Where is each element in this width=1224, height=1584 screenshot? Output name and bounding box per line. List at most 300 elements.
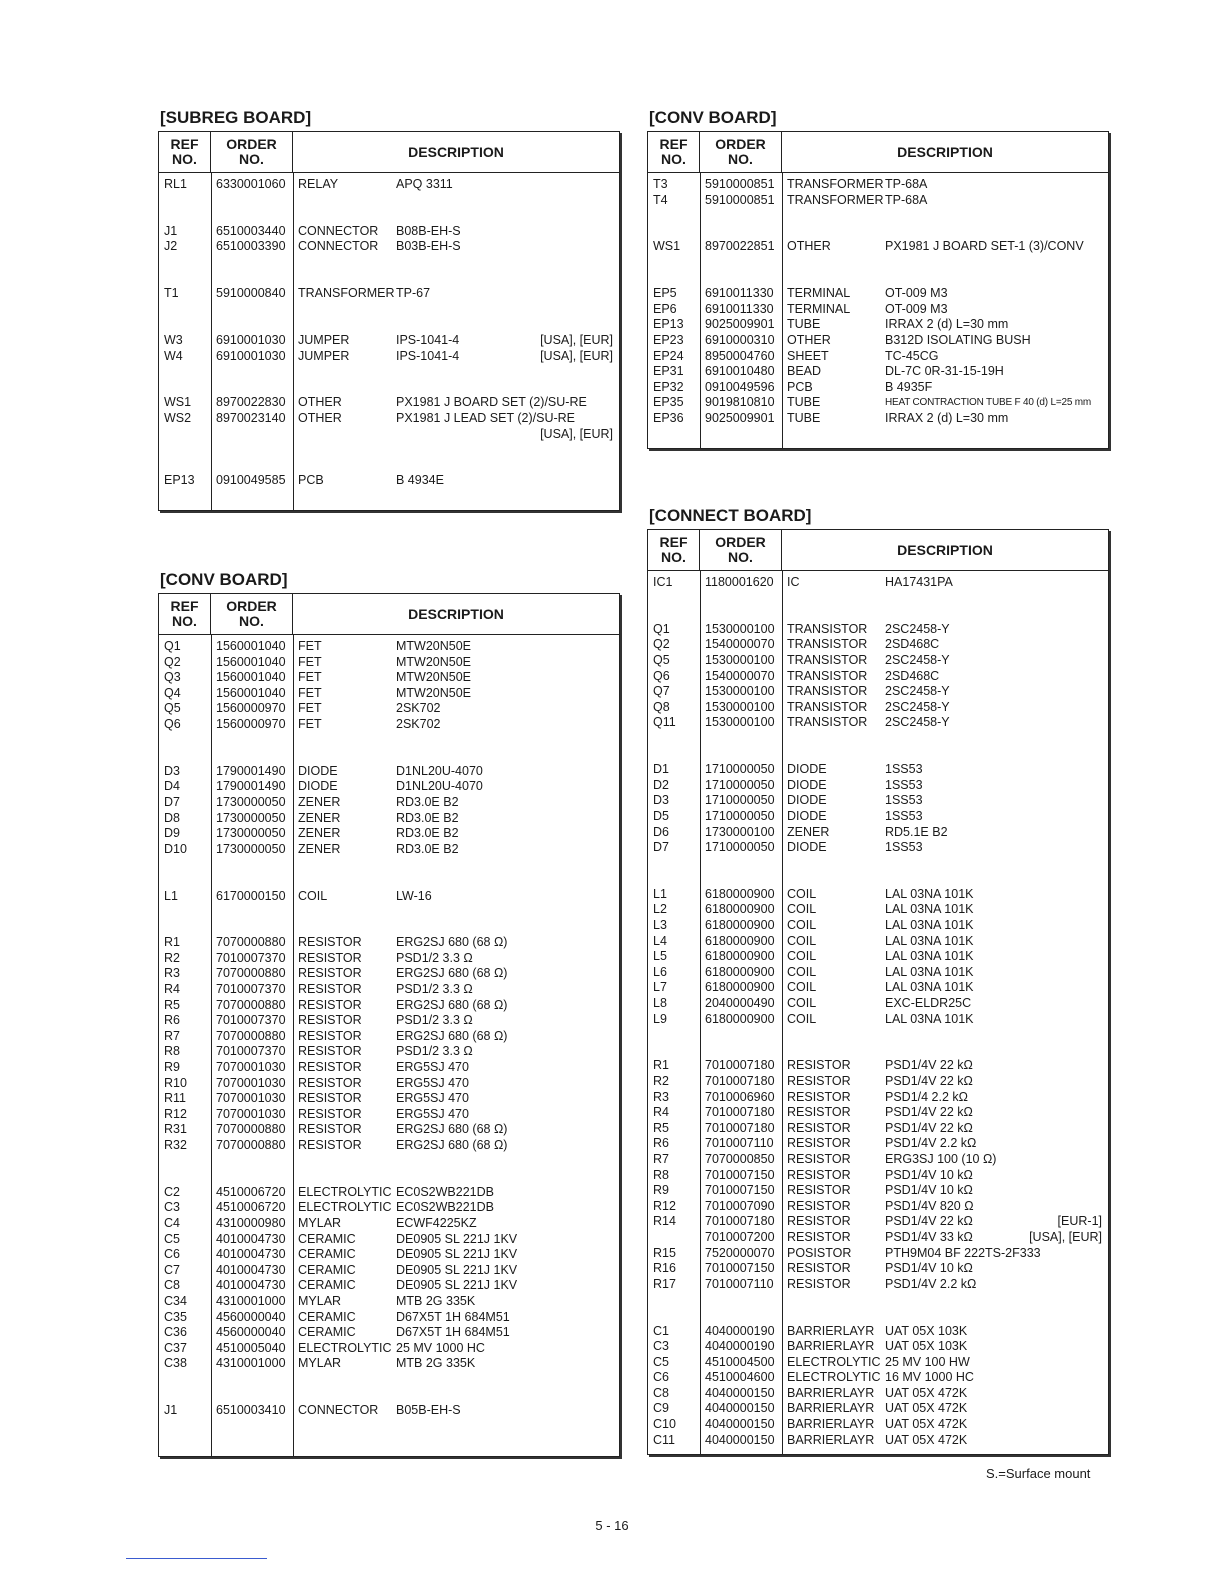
ref-no-cell: J1 bbox=[164, 223, 178, 238]
region-cell bbox=[1102, 996, 1108, 1012]
ref-no-cell: R17 bbox=[653, 1276, 676, 1291]
part-spec-cell: ERG5SJ 470 bbox=[396, 1075, 469, 1090]
part-spec-cell: LW-16 bbox=[396, 888, 432, 903]
table-spacer-row bbox=[648, 224, 1108, 240]
order-no-cell: 7070001030 bbox=[216, 1106, 286, 1121]
ref-no-cell: R4 bbox=[164, 982, 180, 997]
part-spec-cell: 16 MV 1000 HC bbox=[885, 1370, 974, 1385]
part-spec-cell: B 4934E bbox=[396, 473, 444, 488]
part-spec-cell: TP-68A bbox=[885, 192, 928, 207]
part-spec-cell: LAL 03NA 101K bbox=[885, 918, 974, 933]
part-spec-cell: EC0S2WB221DB bbox=[396, 1200, 494, 1215]
part-spec-cell: PSD1/2 3.3 Ω bbox=[396, 1013, 473, 1028]
order-no-cell: 4040000150 bbox=[705, 1385, 775, 1400]
ref-no-cell: R3 bbox=[653, 1089, 669, 1104]
table-row bbox=[159, 1185, 619, 1201]
order-no-cell: 1730000100 bbox=[705, 824, 775, 839]
part-type-cell: DIODE bbox=[787, 777, 827, 792]
part-type-cell: TRANSFORMER bbox=[298, 286, 395, 301]
order-no-cell: 7520000070 bbox=[705, 1245, 775, 1260]
region-cell bbox=[1102, 762, 1108, 778]
table-spacer-row bbox=[159, 1372, 619, 1388]
part-spec-cell: MTB 2G 335K bbox=[396, 1293, 476, 1308]
region-cell bbox=[613, 411, 619, 427]
order-no-cell: 4040000190 bbox=[705, 1323, 775, 1338]
ref-no-cell: L8 bbox=[653, 996, 667, 1011]
ref-no-cell: T3 bbox=[653, 177, 668, 191]
region-cell bbox=[613, 1341, 619, 1357]
order-no-cell: 1730000050 bbox=[216, 826, 286, 841]
part-type-cell: DIODE bbox=[787, 840, 827, 855]
region-cell bbox=[1102, 1058, 1108, 1074]
region-cell bbox=[1102, 286, 1108, 302]
part-spec-cell: PSD1/4V 33 kΩ bbox=[885, 1229, 973, 1244]
table-row bbox=[648, 1105, 1108, 1121]
part-spec-cell bbox=[396, 427, 540, 443]
table-row bbox=[648, 177, 1108, 193]
ref-no-cell: C7 bbox=[164, 1262, 180, 1277]
table-row bbox=[648, 395, 1108, 411]
ref-no-header: REF NO. bbox=[159, 132, 211, 172]
part-type-cell: PCB bbox=[787, 379, 813, 394]
order-no-header: ORDER NO. bbox=[211, 594, 293, 634]
order-no-cell: 7070000880 bbox=[216, 1138, 286, 1152]
table-row bbox=[159, 1138, 619, 1154]
table-row bbox=[159, 395, 619, 411]
table-row bbox=[648, 1277, 1108, 1293]
part-spec-cell: UAT 05X 472K bbox=[885, 1432, 968, 1447]
table-row bbox=[159, 286, 619, 302]
ref-no-cell: T4 bbox=[653, 192, 668, 207]
region-cell bbox=[1102, 1012, 1108, 1028]
ref-no-cell: Q6 bbox=[164, 716, 181, 731]
part-type-cell: RESISTOR bbox=[787, 1276, 851, 1291]
table-row bbox=[159, 966, 619, 982]
part-spec-cell: ERG2SJ 680 (68 Ω) bbox=[396, 935, 508, 950]
order-no-cell: 8970022830 bbox=[216, 395, 286, 410]
part-spec-cell: APQ 3311 bbox=[396, 177, 453, 191]
region-cell: [USA], [EUR] bbox=[540, 332, 613, 347]
order-no-cell: 4040000150 bbox=[705, 1417, 775, 1432]
table-row bbox=[159, 670, 619, 686]
part-type-cell: BARRIERLAYR bbox=[787, 1339, 875, 1354]
part-spec-cell: PSD1/4V 10 kΩ bbox=[885, 1183, 973, 1198]
part-type-cell: ZENER bbox=[298, 810, 341, 825]
part-spec-cell: PSD1/4V 820 Ω bbox=[885, 1198, 974, 1213]
region-cell bbox=[1102, 1183, 1108, 1199]
ref-no-cell: L1 bbox=[653, 886, 667, 901]
table-row bbox=[648, 1012, 1108, 1028]
region-cell: [USA], [EUR] bbox=[1029, 1229, 1102, 1244]
order-no-cell: 7070001030 bbox=[216, 1060, 286, 1075]
part-type-cell: CERAMIC bbox=[298, 1309, 356, 1324]
order-no-cell: 7010007150 bbox=[705, 1261, 775, 1276]
table-row bbox=[159, 1013, 619, 1029]
table-row bbox=[648, 637, 1108, 653]
part-type-cell: COIL bbox=[787, 918, 817, 933]
part-type-cell: SHEET bbox=[787, 348, 829, 363]
ref-no-cell: C10 bbox=[653, 1417, 676, 1432]
order-no-cell: 4010004730 bbox=[216, 1278, 286, 1293]
order-no-cell: 9025009901 bbox=[705, 317, 775, 332]
table-row bbox=[648, 1246, 1108, 1262]
ref-no-cell: R16 bbox=[653, 1261, 676, 1276]
order-no-cell: 7010007090 bbox=[705, 1198, 775, 1213]
ref-no-cell: R3 bbox=[164, 966, 180, 981]
table-body bbox=[159, 173, 619, 510]
part-type-cell: PCB bbox=[298, 473, 324, 488]
order-no-cell: 5910000840 bbox=[216, 286, 286, 301]
ref-no-cell: R12 bbox=[164, 1106, 187, 1121]
table-spacer-row bbox=[159, 748, 619, 764]
table-spacer-row bbox=[648, 747, 1108, 763]
part-spec-cell: ERG5SJ 470 bbox=[396, 1060, 469, 1075]
table-row bbox=[648, 949, 1108, 965]
part-spec-cell: TC-45CG bbox=[885, 348, 939, 363]
part-type-cell: CERAMIC bbox=[298, 1325, 356, 1340]
table-row bbox=[159, 1216, 619, 1232]
table-spacer-row bbox=[648, 1043, 1108, 1059]
part-spec-cell: 1SS53 bbox=[885, 777, 923, 792]
part-spec-cell: DE0905 SL 221J 1KV bbox=[396, 1278, 518, 1293]
region-cell bbox=[1102, 1168, 1108, 1184]
part-spec-cell: 1SS53 bbox=[885, 793, 923, 808]
part-spec-cell: 1SS53 bbox=[885, 840, 923, 855]
region-cell bbox=[613, 1263, 619, 1279]
part-type-cell: BARRIERLAYR bbox=[787, 1385, 875, 1400]
region-cell bbox=[1102, 1261, 1108, 1277]
order-no-cell: 1710000050 bbox=[705, 762, 775, 777]
table-row bbox=[159, 1091, 619, 1107]
region-cell bbox=[613, 1356, 619, 1372]
region-cell bbox=[613, 1044, 619, 1060]
table-row bbox=[648, 809, 1108, 825]
region-cell: [EUR-1] bbox=[1057, 1214, 1102, 1229]
part-spec-cell: ERG5SJ 470 bbox=[396, 1106, 469, 1121]
table-row bbox=[648, 653, 1108, 669]
part-spec-cell: B05B-EH-S bbox=[396, 1403, 461, 1418]
part-type-cell: RESISTOR bbox=[298, 1106, 362, 1121]
table-spacer-row bbox=[159, 317, 619, 333]
region-cell bbox=[613, 1029, 619, 1045]
table-spacer-row bbox=[159, 1434, 619, 1450]
order-no-cell: 6910001030 bbox=[216, 348, 286, 363]
part-type-cell: RESISTOR bbox=[787, 1198, 851, 1213]
part-type-cell: COIL bbox=[787, 980, 817, 995]
part-spec-cell: RD3.0E B2 bbox=[396, 810, 459, 825]
region-cell bbox=[613, 1076, 619, 1092]
order-no-cell: 7010007370 bbox=[216, 1044, 286, 1059]
part-spec-cell: PSD1/2 3.3 Ω bbox=[396, 1044, 473, 1059]
order-no-cell: 4040000150 bbox=[705, 1432, 775, 1447]
order-no-cell: 1560001040 bbox=[216, 670, 286, 685]
conv-board-bottom-section bbox=[158, 570, 620, 1457]
part-type-cell: RESISTOR bbox=[298, 982, 362, 997]
part-spec-cell: D1NL20U-4070 bbox=[396, 779, 483, 794]
part-type-cell: RESISTOR bbox=[787, 1214, 851, 1229]
table-row bbox=[648, 1355, 1108, 1371]
part-spec-cell: LAL 03NA 101K bbox=[885, 980, 974, 995]
region-cell bbox=[1102, 317, 1108, 333]
table-row bbox=[648, 887, 1108, 903]
region-cell bbox=[613, 1278, 619, 1294]
table-spacer-row bbox=[648, 255, 1108, 271]
order-no-cell: 1530000100 bbox=[705, 652, 775, 667]
part-spec-cell: LAL 03NA 101K bbox=[885, 886, 974, 901]
part-type-cell: BEAD bbox=[787, 364, 822, 379]
part-spec-cell: UAT 05X 103K bbox=[885, 1339, 968, 1354]
part-spec-cell: B08B-EH-S bbox=[396, 223, 461, 238]
part-spec-cell: UAT 05X 472K bbox=[885, 1401, 968, 1416]
region-cell bbox=[1102, 949, 1108, 965]
ref-no-cell: EP13 bbox=[164, 473, 195, 488]
region-cell bbox=[1102, 177, 1108, 193]
part-type-cell: RESISTOR bbox=[787, 1120, 851, 1135]
part-spec-cell: DE0905 SL 221J 1KV bbox=[396, 1247, 518, 1262]
table-row bbox=[159, 1044, 619, 1060]
region-cell: [USA], [EUR] bbox=[540, 348, 613, 363]
part-spec-cell: OT-009 M3 bbox=[885, 301, 948, 316]
order-no-cell: 7010007370 bbox=[216, 1013, 286, 1028]
ref-no-cell: R11 bbox=[164, 1091, 187, 1106]
region-cell bbox=[613, 1185, 619, 1201]
region-cell bbox=[1102, 793, 1108, 809]
part-spec-cell: LAL 03NA 101K bbox=[885, 902, 974, 917]
ref-no-cell: R31 bbox=[164, 1122, 187, 1137]
part-spec-cell: LAL 03NA 101K bbox=[885, 949, 974, 964]
region-cell bbox=[1102, 1401, 1108, 1417]
order-no-cell: 1530000100 bbox=[705, 715, 775, 730]
ref-no-cell: R12 bbox=[653, 1198, 676, 1213]
part-type-cell: RESISTOR bbox=[787, 1058, 851, 1073]
order-no-cell: 1710000050 bbox=[705, 777, 775, 792]
part-type-cell: TRANSISTOR bbox=[787, 621, 868, 636]
part-spec-cell: MTB 2G 335K bbox=[396, 1356, 476, 1371]
table-row bbox=[648, 700, 1108, 716]
region-cell bbox=[1102, 684, 1108, 700]
part-type-cell: RESISTOR bbox=[298, 1060, 362, 1075]
part-type-cell: COIL bbox=[787, 996, 817, 1011]
part-spec-cell: MTW20N50E bbox=[396, 654, 472, 669]
order-no-cell: 1730000050 bbox=[216, 794, 286, 809]
table-row bbox=[648, 239, 1108, 255]
region-cell bbox=[1102, 1136, 1108, 1152]
link-underline bbox=[126, 1558, 267, 1559]
part-type-cell: RESISTOR bbox=[298, 1013, 362, 1028]
region-cell bbox=[613, 239, 619, 255]
order-no-cell: 2040000490 bbox=[705, 996, 775, 1011]
ref-no-cell: R7 bbox=[164, 1028, 180, 1043]
table-spacer-row bbox=[159, 364, 619, 380]
part-spec-cell: ERG2SJ 680 (68 Ω) bbox=[396, 1122, 508, 1137]
table-row bbox=[648, 669, 1108, 685]
part-spec-cell: 2SC2458-Y bbox=[885, 652, 950, 667]
table-row bbox=[648, 1230, 1108, 1246]
ref-no-cell: R8 bbox=[164, 1044, 180, 1059]
table-row bbox=[159, 1107, 619, 1123]
table-spacer-row bbox=[648, 856, 1108, 872]
region-cell bbox=[613, 1232, 619, 1248]
part-spec-cell: B312D ISOLATING BUSH bbox=[885, 332, 1031, 347]
ref-no-cell: R5 bbox=[164, 997, 180, 1012]
table-spacer-row bbox=[648, 1308, 1108, 1324]
order-no-cell: 7010007180 bbox=[705, 1105, 775, 1120]
table-row bbox=[159, 779, 619, 795]
part-spec-cell: ERG3SJ 100 (10 Ω) bbox=[885, 1151, 997, 1166]
part-spec-cell: B 4935F bbox=[885, 379, 933, 394]
part-spec-cell: ERG2SJ 680 (68 Ω) bbox=[396, 1138, 508, 1152]
table-row bbox=[159, 795, 619, 811]
region-cell bbox=[613, 1247, 619, 1263]
part-spec-cell: 2SK702 bbox=[396, 716, 441, 731]
part-spec-cell: UAT 05X 472K bbox=[885, 1385, 968, 1400]
ref-no-cell: R8 bbox=[653, 1167, 669, 1182]
order-no-header: ORDER NO. bbox=[700, 132, 782, 172]
part-spec-cell: RD3.0E B2 bbox=[396, 841, 459, 856]
order-no-cell: 4040000190 bbox=[705, 1339, 775, 1354]
region-cell bbox=[1102, 395, 1108, 411]
part-type-cell: JUMPER bbox=[298, 332, 350, 347]
part-spec-cell: PSD1/4 2.2 kΩ bbox=[885, 1089, 968, 1104]
order-no-cell: 4040000150 bbox=[705, 1401, 775, 1416]
order-no-cell: 7010007180 bbox=[705, 1074, 775, 1088]
board-title: [CONV BOARD] bbox=[160, 570, 288, 589]
table-row bbox=[648, 1401, 1108, 1417]
part-spec-cell: DE0905 SL 221J 1KV bbox=[396, 1262, 518, 1277]
order-no-cell: 6910011330 bbox=[705, 286, 774, 301]
table-spacer-row bbox=[159, 1419, 619, 1435]
table-spacer-row bbox=[159, 904, 619, 920]
order-no-cell: 1560000970 bbox=[216, 701, 286, 716]
part-spec-cell: LAL 03NA 101K bbox=[885, 1011, 974, 1026]
order-no-cell: 1560001040 bbox=[216, 654, 286, 669]
table-row bbox=[648, 684, 1108, 700]
ref-no-cell: C37 bbox=[164, 1340, 187, 1355]
part-type-cell: RESISTOR bbox=[298, 1091, 362, 1106]
table-row bbox=[648, 996, 1108, 1012]
table-row bbox=[159, 1122, 619, 1138]
order-no-cell: 6510003390 bbox=[216, 239, 286, 254]
part-type-cell: MYLAR bbox=[298, 1356, 342, 1371]
region-cell bbox=[613, 1294, 619, 1310]
region-cell bbox=[1102, 622, 1108, 638]
part-type-cell: TUBE bbox=[787, 395, 821, 410]
ref-no-cell: R7 bbox=[653, 1151, 669, 1166]
order-no-cell: 4560000040 bbox=[216, 1309, 286, 1324]
ref-no-cell: L6 bbox=[653, 964, 667, 979]
part-type-cell: TUBE bbox=[787, 410, 821, 425]
order-no-cell: 7070000880 bbox=[216, 935, 286, 950]
ref-no-cell: R2 bbox=[653, 1074, 669, 1088]
ref-no-cell: C1 bbox=[653, 1323, 669, 1338]
region-cell bbox=[1102, 411, 1108, 427]
table-row bbox=[159, 224, 619, 240]
table-spacer-row bbox=[159, 208, 619, 224]
table-row bbox=[648, 1214, 1108, 1230]
region-cell bbox=[613, 1091, 619, 1107]
ref-no-cell: D2 bbox=[653, 777, 669, 792]
region-cell bbox=[1102, 1370, 1108, 1386]
ref-no-cell: R9 bbox=[653, 1183, 669, 1198]
description-header: DESCRIPTION bbox=[897, 541, 993, 558]
ref-no-cell: R5 bbox=[653, 1120, 669, 1135]
region-cell bbox=[613, 1216, 619, 1232]
table-row bbox=[159, 826, 619, 842]
ref-no-cell: EP32 bbox=[653, 379, 684, 394]
ref-no-cell: D8 bbox=[164, 810, 180, 825]
region-cell bbox=[1102, 1355, 1108, 1371]
part-spec-cell: PSD1/4V 22 kΩ bbox=[885, 1120, 973, 1135]
part-type-cell: TRANSISTOR bbox=[787, 637, 868, 652]
ref-no-cell: W3 bbox=[164, 332, 183, 347]
part-type-cell: RESISTOR bbox=[298, 1122, 362, 1137]
table-header bbox=[648, 530, 1108, 571]
ref-no-cell: R15 bbox=[653, 1245, 676, 1260]
ref-no-cell: L9 bbox=[653, 1011, 667, 1026]
table-row bbox=[648, 1386, 1108, 1402]
part-spec-cell: TP-68A bbox=[885, 177, 928, 191]
ref-no-cell: Q8 bbox=[653, 699, 670, 714]
order-no-cell: 8950004760 bbox=[705, 348, 775, 363]
table-row bbox=[159, 1076, 619, 1092]
region-cell bbox=[613, 764, 619, 780]
order-no-cell: 7010007370 bbox=[216, 982, 286, 997]
region-cell bbox=[613, 966, 619, 982]
table-row bbox=[648, 1121, 1108, 1137]
region-cell bbox=[1102, 1152, 1108, 1168]
order-no-cell: 6180000900 bbox=[705, 902, 775, 917]
part-type-cell: FET bbox=[298, 670, 322, 685]
part-spec-cell: B03B-EH-S bbox=[396, 239, 461, 254]
table-row bbox=[159, 1263, 619, 1279]
table-spacer-row bbox=[159, 873, 619, 889]
region-cell bbox=[1102, 575, 1108, 591]
part-spec-cell: 2SC2458-Y bbox=[885, 621, 950, 636]
part-spec-cell: OT-009 M3 bbox=[885, 286, 948, 301]
table-spacer-row bbox=[159, 1154, 619, 1170]
ref-no-cell: EP31 bbox=[653, 364, 684, 379]
parts-table bbox=[647, 131, 1109, 449]
region-cell bbox=[613, 982, 619, 998]
part-type-cell: COIL bbox=[787, 886, 817, 901]
region-cell bbox=[613, 951, 619, 967]
order-no-cell: 4510006720 bbox=[216, 1200, 286, 1215]
region-cell bbox=[1102, 669, 1108, 685]
region-cell bbox=[613, 842, 619, 858]
region-cell bbox=[1102, 902, 1108, 918]
table-header bbox=[648, 132, 1108, 173]
region-cell bbox=[613, 1403, 619, 1419]
ref-no-cell: D3 bbox=[653, 793, 669, 808]
ref-no-cell: Q5 bbox=[653, 652, 670, 667]
ref-no-cell: J2 bbox=[164, 239, 178, 254]
table-row bbox=[159, 701, 619, 717]
ref-no-cell: C2 bbox=[164, 1184, 180, 1199]
table-row bbox=[159, 473, 619, 489]
part-spec-cell: ERG2SJ 680 (68 Ω) bbox=[396, 1028, 508, 1043]
order-no-cell: 1790001490 bbox=[216, 763, 286, 778]
part-type-cell: ELECTROLYTIC bbox=[787, 1354, 881, 1369]
order-no-cell: 7010007110 bbox=[705, 1276, 774, 1291]
part-spec-cell: DE0905 SL 221J 1KV bbox=[396, 1231, 518, 1246]
part-spec-cell: LAL 03NA 101K bbox=[885, 933, 974, 948]
parts-table bbox=[158, 593, 620, 1457]
order-no-cell: 1710000050 bbox=[705, 808, 775, 823]
order-no-cell: 8970022851 bbox=[705, 239, 775, 254]
ref-no-cell: R2 bbox=[164, 950, 180, 965]
region-cell bbox=[613, 224, 619, 240]
part-type-cell: TRANSFORMER bbox=[787, 192, 884, 207]
